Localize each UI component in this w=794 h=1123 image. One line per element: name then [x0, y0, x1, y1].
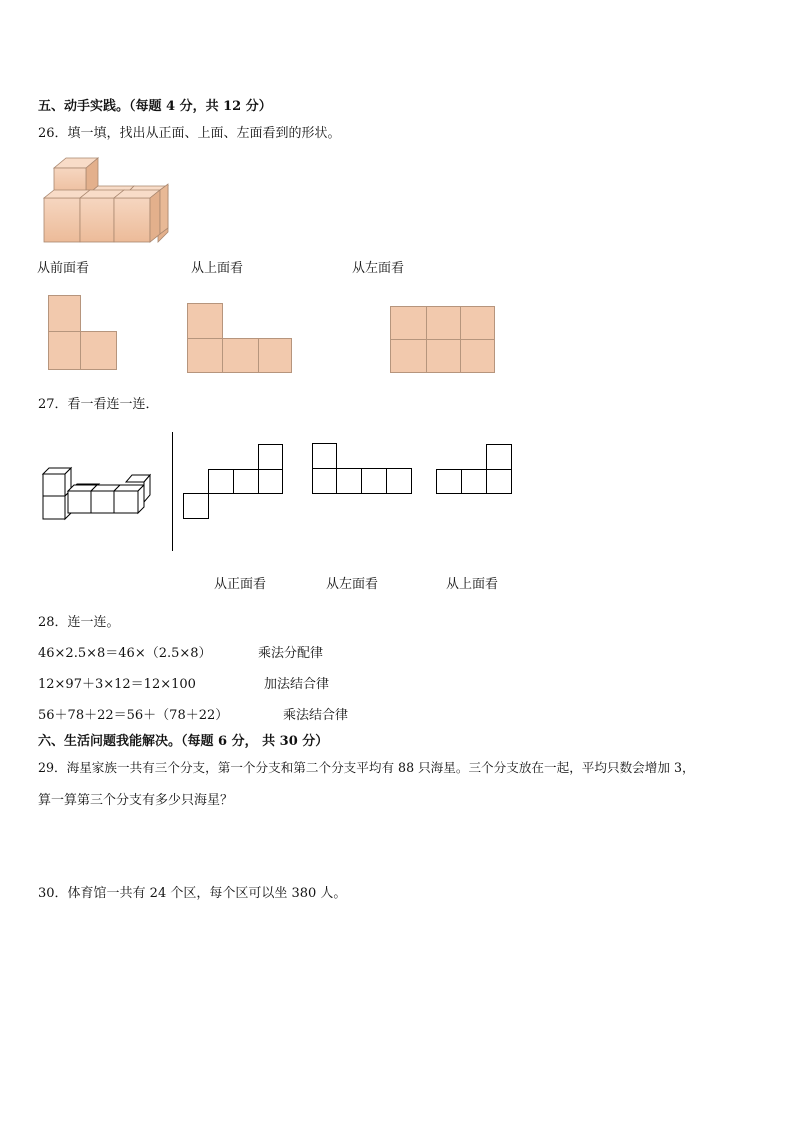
section-6-heading: 六、生活问题我能解决。（每题 6 分， 共 30 分）	[38, 734, 329, 749]
section-5-heading: 五、动手实践。（每题 4 分，共 12 分）	[38, 99, 272, 114]
q28-prompt: 28．连一连。	[38, 615, 120, 630]
cube-front-row	[44, 184, 168, 242]
q28-law-1: 乘法分配律	[258, 646, 324, 661]
q27-grid-b	[312, 443, 414, 495]
q28-law-2: 加法结合律	[264, 677, 330, 692]
q26-view-front	[48, 295, 118, 371]
q28-expr-2: 12×97＋3×12＝12×100	[38, 677, 196, 692]
q26-view-top	[187, 303, 293, 374]
q27-grid-c	[436, 444, 514, 496]
q26-cube-figure	[40, 160, 175, 250]
q27-label-left: 从左面看	[326, 577, 379, 592]
q27-cube-figure	[40, 465, 155, 523]
q27-divider	[172, 432, 173, 551]
q29-line-2: 算一算第三个分支有多少只海星？	[38, 793, 234, 808]
q27-label-front: 从正面看	[214, 577, 267, 592]
q27-prompt: 27．看一看连一连．	[38, 397, 159, 412]
q27-grid-a	[183, 444, 284, 520]
q26-label-left: 从左面看	[352, 261, 405, 276]
q26-label-top: 从上面看	[191, 261, 244, 276]
q26-label-front: 从前面看	[37, 261, 90, 276]
q26-view-left	[390, 306, 496, 374]
q28-expr-3: 56＋78＋22＝56＋（78＋22）	[38, 708, 229, 723]
q30-text: 30．体育馆一共有 24 个区，每个区可以坐 380 人。	[38, 886, 347, 901]
q26-prompt: 26．填一填，找出从正面、上面、左面看到的形状。	[38, 126, 341, 141]
q28-expr-1: 46×2.5×8＝46×（2.5×8）	[38, 646, 212, 661]
q28-law-3: 乘法结合律	[283, 708, 349, 723]
q29-line-1: 29．海星家族一共有三个分支，第一个分支和第二个分支平均有 88 只海星。三个分支放在一起，平均只数会增加 3，	[38, 760, 695, 775]
q27-label-top: 从上面看	[446, 577, 499, 592]
